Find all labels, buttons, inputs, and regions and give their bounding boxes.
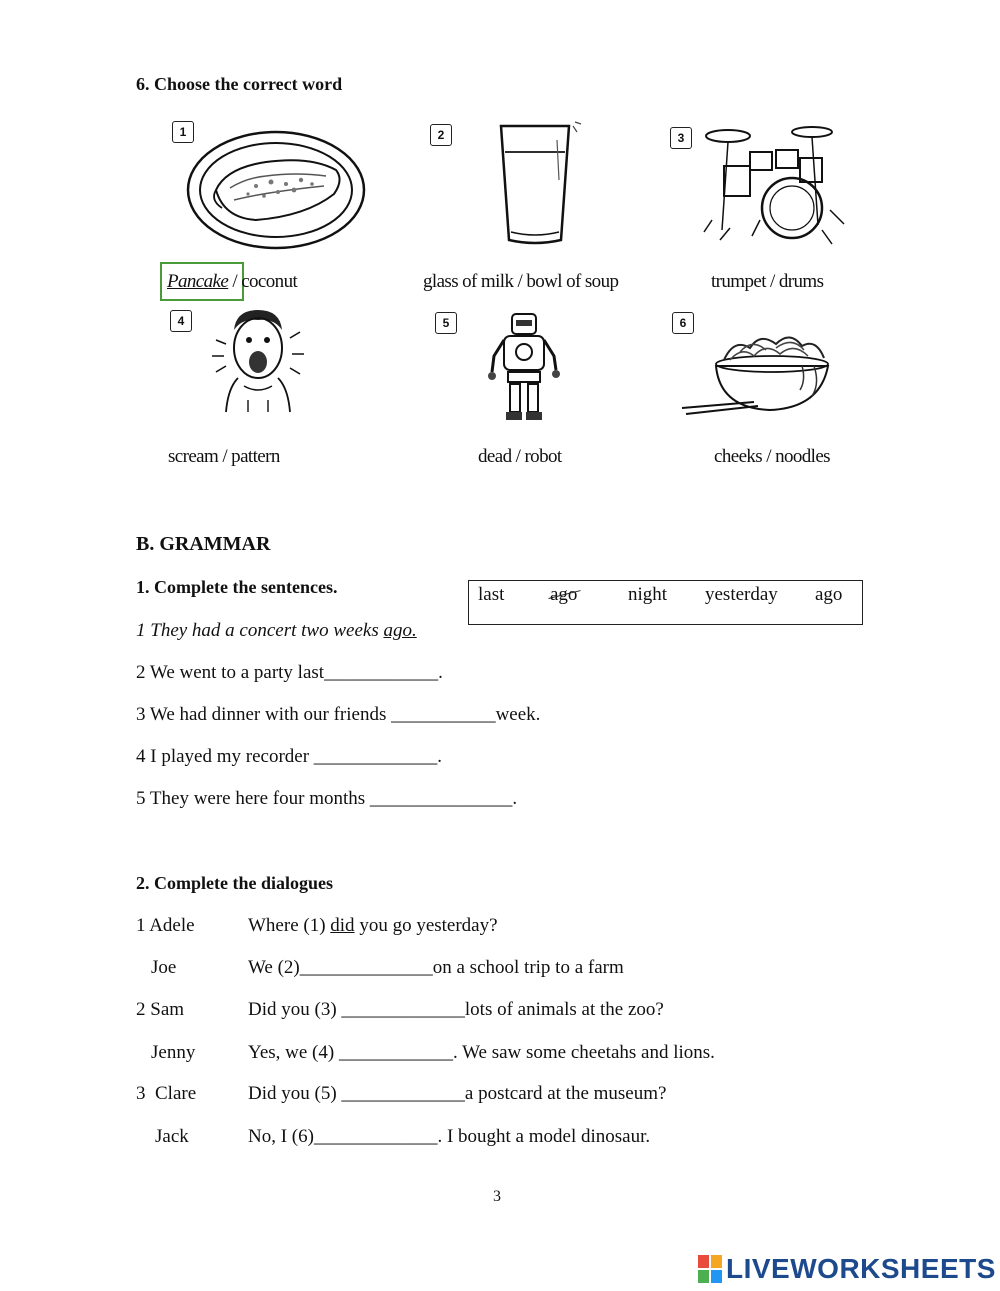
item-4-choices: scream / pattern xyxy=(168,446,280,467)
grammar-section-title: B. GRAMMAR xyxy=(136,533,271,555)
item-6-choices: cheeks / noodles xyxy=(714,446,830,467)
bowl-of-noodles-picture xyxy=(680,330,840,420)
screaming-boy-picture xyxy=(208,306,308,416)
item-number-3: 3 xyxy=(670,127,692,149)
word-bank-yesterday: yesterday xyxy=(705,584,778,605)
word-bank-night: night xyxy=(628,584,668,605)
dialogue-line-5[interactable]: Did you (5) _____________a postcard at the museum? xyxy=(248,1083,667,1104)
item-number-1: 1 xyxy=(172,121,194,143)
dialogue-speaker-joe: Joe xyxy=(151,957,177,978)
dialogue-speaker-sam: 2 Sam xyxy=(136,999,185,1020)
dialogue-speaker-jack: Jack xyxy=(155,1126,189,1147)
dialogue-speaker-adele: 1 Adele xyxy=(136,915,195,936)
word-bank-ago-crossed: ago xyxy=(550,584,578,605)
example-sentence xyxy=(136,620,417,642)
item-5-choices: dead / robot xyxy=(478,446,562,467)
exercise-2-title: 2. Complete the dialogues xyxy=(136,873,333,893)
sentence-4[interactable]: 4 I played my recorder _____________. xyxy=(136,746,443,767)
item-1-separator: / xyxy=(228,271,242,292)
dialogue-line-1-post: you go yesterday? xyxy=(354,915,498,936)
item-number-2: 2 xyxy=(430,124,452,146)
dialogue-line-1 xyxy=(248,915,498,937)
liveworksheets-logo-text: LIVEWORKSHEETS xyxy=(726,1253,996,1284)
sentence-3[interactable]: 3 We had dinner with our friends ___________week. xyxy=(136,704,541,725)
liveworksheets-logo[interactable] xyxy=(698,1254,996,1284)
pancake-on-plate-picture xyxy=(186,120,366,252)
example-sentence-text: 1 They had a concert two weeks xyxy=(136,620,384,641)
item-number-6: 6 xyxy=(672,312,694,334)
robot-picture xyxy=(488,312,560,424)
dialogue-line-1-pre: Where (1) xyxy=(248,915,331,936)
dialogue-line-3[interactable]: Did you (3) _____________lots of animals at the zoo? xyxy=(248,999,664,1020)
item-1-other-choice: coconut xyxy=(241,271,298,292)
liveworksheets-badge-icon xyxy=(698,1255,722,1283)
item-number-5: 5 xyxy=(435,312,457,334)
sentence-2[interactable]: 2 We went to a party last____________. xyxy=(136,662,443,683)
drum-kit-picture xyxy=(700,120,850,250)
word-bank-ago: ago xyxy=(815,584,843,605)
section-6-title: 6. Choose the correct word xyxy=(136,74,343,94)
glass-of-milk-picture xyxy=(495,120,585,250)
item-1-choices xyxy=(167,271,297,293)
dialogue-line-2[interactable]: We (2)______________on a school trip to a farm xyxy=(248,957,624,978)
exercise-1-title: 1. Complete the sentences. xyxy=(136,577,338,597)
word-bank-box xyxy=(468,580,863,625)
word-bank-last: last xyxy=(478,584,505,605)
dialogue-line-4[interactable]: Yes, we (4) ____________. We saw some cheetahs and lions. xyxy=(248,1042,715,1063)
item-number-4: 4 xyxy=(170,310,192,332)
dialogue-speaker-clare: 3 Clare xyxy=(136,1083,197,1104)
item-2-choices: glass of milk / bowl of soup xyxy=(423,271,619,292)
sentence-5[interactable]: 5 They were here four months _______________. xyxy=(136,788,518,809)
item-1-answer: Pancake xyxy=(167,271,229,292)
item-3-choices: trumpet / drums xyxy=(711,271,824,292)
dialogue-speaker-jenny: Jenny xyxy=(151,1042,196,1063)
example-answer: ago. xyxy=(383,620,417,641)
page-number: 3 xyxy=(493,1188,501,1205)
dialogue-line-6[interactable]: No, I (6)_____________. I bought a model dinosaur. xyxy=(248,1126,651,1147)
dialogue-line-1-answer: did xyxy=(330,915,355,936)
